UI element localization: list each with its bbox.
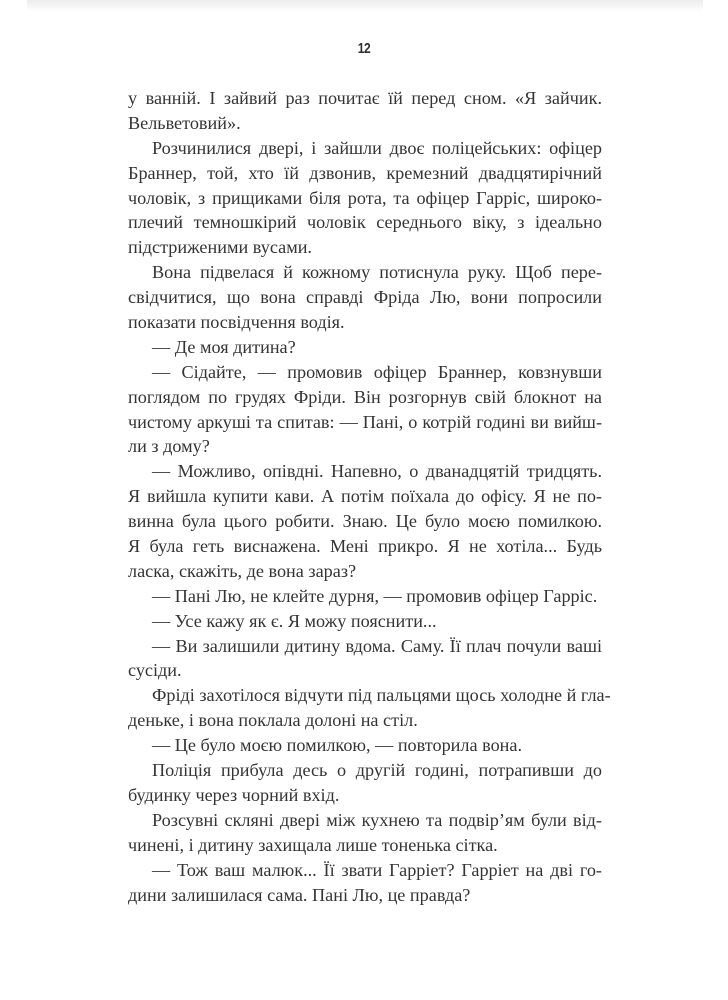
page-top-shadow [27,0,703,12]
text-line: Розсувні скляні двері між кухнею та подвір’ям були від- [152,809,602,830]
text-line: винна була цього робити. Знаю. Це було моєю помилкою. [128,511,602,532]
text-line: Браннер, той, хто їй дзвонив, кремезний двадцятирічний [128,162,602,183]
text-line: дини залишилася сама. Пані Лю, це правда? [128,884,471,905]
text-line: Я вийшла купити кави. А потім поїхала до офісу. Я не по- [128,486,602,507]
text-line: чинені, і дитину захищала лише тоненька сітка. [128,834,498,855]
text-line: деньке, і вона поклала долоні на стіл. [128,710,418,731]
text-line: Вона підвелася й кожному потиснула руку. Щоб пере- [152,262,602,283]
text-line: — Пані Лю, не клейте дурня, — промовив офіцер Гарріс. [152,585,598,606]
text-line: Я була геть виснажена. Мені прикро. Я не хотіла... Будь [128,536,602,557]
text-line: — Можливо, опівдні. Напевно, о дванадцятій тридцять. [152,461,602,482]
text-line: плечий темношкірий чоловік середнього віку, з ідеально [128,212,602,233]
text-line: — Сідайте, — промовив офіцер Браннер, ковзнувши [152,361,602,382]
body-text [128,86,611,907]
text-line: Фріді захотілося відчути під пальцями щось холодне й гла- [152,685,611,706]
text-line: сусіди. [128,660,182,681]
text-line: Вельветовий». [128,112,241,133]
text-line: — Тож ваш малюк... Її звати Гарріет? Гарріет на дві го- [152,859,602,880]
text-line: — Усе кажу як є. Я можу пояснити... [152,610,437,631]
page-number: 12 [357,40,371,57]
text-line: — Ви залишили дитину вдома. Саму. Її плач почули ваші [152,635,602,656]
text-line: Поліція прибула десь о другій годині, потрапивши до [152,760,602,781]
text-line: чоловік, з прищиками біля рота, та офіцер Гарріс, широко- [128,187,602,208]
text-line: показати посвідчення водія. [128,312,345,333]
text-line: Розчинилися двері, і зайшли двоє поліцейських: офіцер [152,137,602,158]
text-line: — Де моя дитина? [152,336,296,357]
text-line: ласка, скажіть, де вона зараз? [128,560,357,581]
text-line: ли з дому? [128,436,210,457]
text-line: чистому аркуші та спитав: — Пані, о котрій годині ви вийш- [128,411,602,432]
text-line: будинку через чорний вхід. [128,784,340,805]
text-line: підстриженими вусами. [128,237,312,258]
text-line: поглядом по грудях Фріди. Він розгорнув свій блокнот на [128,386,602,407]
text-line: свідчитися, що вона справді Фріда Лю, вони попросили [128,287,602,308]
text-line: у ванній. І зайвий раз почитає їй перед сном. «Я зайчик. [128,88,602,108]
text-line: — Це було моєю помилкою, — повторила вона. [152,735,523,756]
